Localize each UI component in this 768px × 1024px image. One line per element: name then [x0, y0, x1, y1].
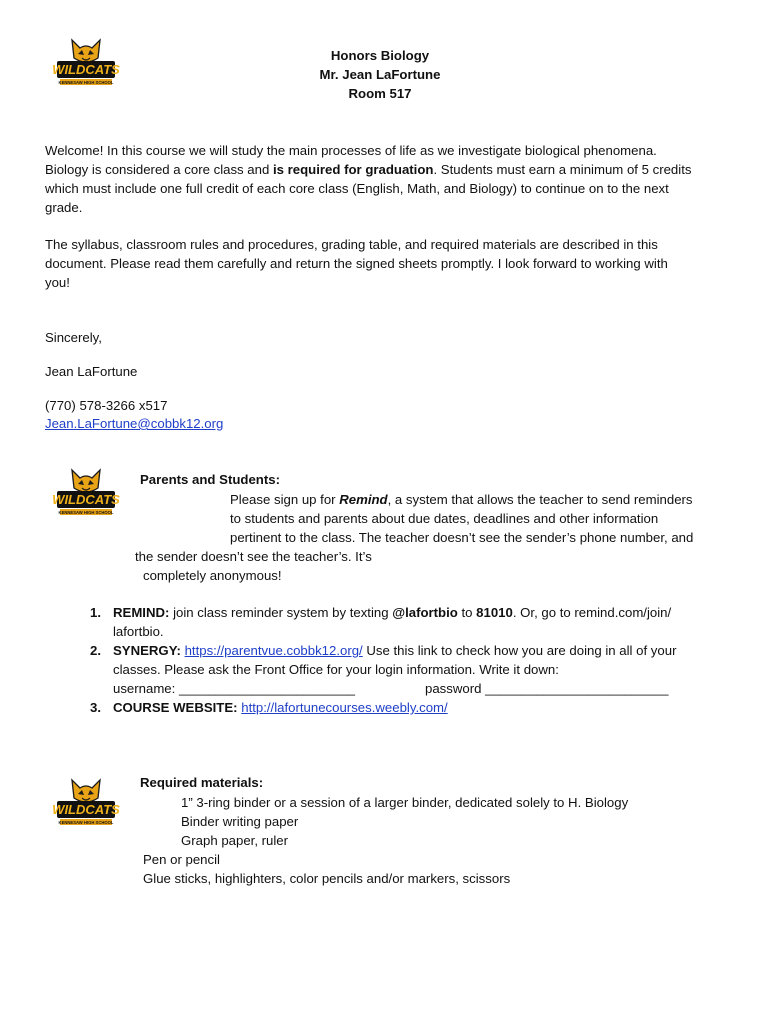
text-line: document. Please read them carefully and return the signed sheets promptly. I look forward to working with: [45, 256, 668, 271]
course-title: Honors Biology: [330, 48, 430, 63]
graduation-emphasis: is required for graduation: [272, 162, 434, 177]
username-blank: username: ________________________: [113, 681, 355, 696]
list-label: SYNERGY:: [113, 643, 181, 658]
text-line: grade.: [45, 200, 83, 215]
list-number: 1.: [90, 605, 101, 620]
synergy-link[interactable]: https://parentvue.cobbk12.org/: [184, 643, 363, 658]
school-logo: [48, 458, 124, 534]
list-item: [90, 699, 730, 718]
wildcat-icon: [48, 28, 124, 104]
logo-subtext: KENNESAW HIGH SCHOOL: [58, 510, 114, 515]
text-line: to students and parents about due dates, deadlines and other information: [230, 511, 659, 526]
text-span: join class reminder system by texting: [169, 605, 393, 620]
text-line: classes. Please ask the Front Office for your login information. Write it down:: [113, 662, 559, 677]
logo-wordmark: WILDCATS: [52, 62, 120, 77]
text-span: Use this link to check how you are doing in all of your: [362, 643, 677, 658]
text-line: lafortbio.: [113, 624, 164, 639]
text-line: The syllabus, classroom rules and procedures, grading table, and required materials are described in this: [45, 237, 658, 252]
school-logo: [48, 768, 124, 844]
remind-emphasis: Remind: [339, 492, 388, 507]
signature-name: Jean LaFortune: [45, 364, 138, 379]
text-line: Welcome! In this course we will study the main processes of life as we investigate biological phenomena.: [45, 143, 657, 158]
logo-wordmark: WILDCATS: [52, 802, 120, 817]
list-label: REMIND:: [113, 605, 170, 620]
list-item: [90, 642, 730, 699]
remind-number: 81010: [476, 605, 513, 620]
document-header: [250, 47, 510, 104]
text-line: which must include one full credit of each core class (English, Math, and Biology) to continue on to the next: [45, 181, 669, 196]
list-item: Graph paper, ruler: [181, 833, 289, 848]
text-line: you!: [45, 275, 70, 290]
parents-heading: Parents and Students:: [140, 472, 280, 487]
list-item: Binder writing paper: [181, 814, 299, 829]
text-line: [230, 491, 693, 510]
text-span: . Or, go to remind.com/join/: [512, 605, 672, 620]
email-line: [45, 415, 223, 434]
text-span: to: [457, 605, 477, 620]
text-span: Biology is considered a core class and: [45, 162, 273, 177]
course-website-link[interactable]: http://lafortunecourses.weebly.com/: [241, 700, 448, 715]
signup-list: [90, 604, 730, 718]
email-link[interactable]: Jean.LaFortune@cobbk12.org: [45, 416, 224, 431]
room-number: Room 517: [348, 86, 412, 101]
text-line: [113, 604, 730, 623]
text-line: [113, 642, 730, 661]
list-item: [90, 604, 730, 642]
text-line: [113, 680, 730, 699]
wildcat-icon: [48, 768, 124, 844]
text-line: completely anonymous!: [143, 568, 282, 583]
closing-salutation: Sincerely,: [45, 330, 102, 345]
text-span: , a system that allows the teacher to send reminders: [387, 492, 693, 507]
phone-number: (770) 578-3266 x517: [45, 398, 168, 413]
syllabus-paragraph: [45, 236, 725, 293]
list-label: COURSE WEBSITE:: [113, 700, 238, 715]
teacher-name: Mr. Jean LaFortune: [319, 67, 441, 82]
list-number: 2.: [90, 643, 101, 658]
remind-code: @lafortbio: [392, 605, 458, 620]
list-item: Glue sticks, highlighters, color pencils and/or markers, scissors: [143, 871, 511, 886]
list-item: Pen or pencil: [143, 852, 220, 867]
school-logo: [48, 28, 124, 104]
logo-wordmark: WILDCATS: [52, 492, 120, 507]
welcome-paragraph: [45, 142, 725, 218]
password-blank: password _________________________: [425, 681, 669, 696]
text-line: pertinent to the class. The teacher doesn’t see the sender’s phone number, and: [230, 530, 694, 545]
materials-heading: Required materials:: [140, 775, 264, 790]
logo-subtext: KENNESAW HIGH SCHOOL: [58, 80, 114, 85]
logo-subtext: KENNESAW HIGH SCHOOL: [58, 820, 114, 825]
text-line: [113, 699, 730, 718]
list-item: 1” 3-ring binder or a session of a larger binder, dedicated solely to H. Biology: [181, 795, 629, 810]
list-number: 3.: [90, 700, 101, 715]
text-line: [45, 161, 725, 180]
text-span: Please sign up for: [230, 492, 340, 507]
text-line: the sender doesn’t see the teacher’s. It’s: [135, 549, 372, 564]
text-span: . Students must earn a minimum of 5 credits: [433, 162, 692, 177]
wildcat-icon: [48, 458, 124, 534]
